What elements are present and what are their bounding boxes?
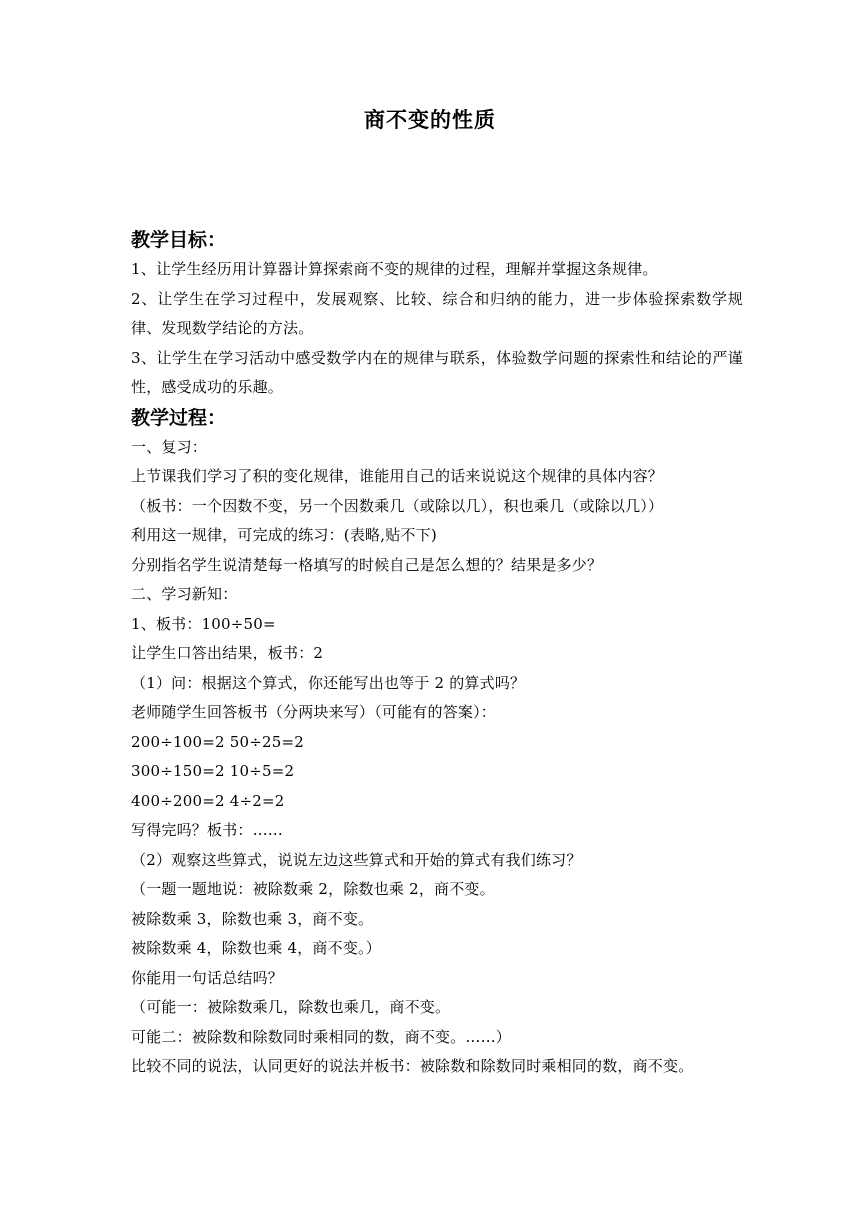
process-line: 你能用一句话总结吗？ [131,968,284,987]
equation-line: 400÷200=2 4÷2=2 [131,791,285,810]
document-body [131,225,743,1082]
objective-item: 2、让学生在学习过程中，发展观察、比较、综合和归纳的能力，进一步体验探索数学规律、发现数学结论的方法。 [131,289,743,337]
process-line: 可能二：被除数和除数同时乘相同的数，商不变。……） [131,1027,512,1046]
process-line: 分别指名学生说清楚每一格填写的时候自己是怎么想的？结果是多少？ [131,555,603,574]
document-title: 商不变的性质 [364,108,496,132]
process-heading: 教学过程： [131,406,227,429]
process-line: 被除数乘 3，除数也乘 3，商不变。 [131,909,374,928]
process-line: 被除数乘 4，除数也乘 4，商不变。） [131,939,381,957]
process-line: 1、板书：100÷50= [131,614,276,633]
process-line: （一题一题地说：被除数乘 2，除数也乘 2，商不变。 [131,880,495,898]
process-line: 比较不同的说法，认同更好的说法并板书：被除数和除数同时乘相同的数，商不变。 [131,1057,694,1075]
section-heading-new-knowledge: 二、学习新知： [131,585,238,603]
process-line: 写得完吗？板书：…… [131,821,284,839]
equation-line: 200÷100=2 50÷25=2 [131,732,304,751]
section-heading-review: 一、复习： [131,437,208,456]
objectives-heading: 教学目标： [131,229,227,251]
process-line: 利用这一规律，可完成的练习：(表略,贴不下) [131,526,437,544]
process-line: 老师随学生回答板书（分两块来写）（可能有的答案）： [131,703,497,721]
process-line: （1）问：根据这个算式，你还能写出也等于 2 的算式吗？ [131,673,526,692]
process-line: （可能一：被除数乘几，除数也乘几，商不变。 [131,998,451,1016]
equation-line: 300÷150=2 10÷5=2 [131,762,295,780]
process-line: （2）观察这些算式，说说左边这些算式和开始的算式有我们练习？ [131,850,582,869]
process-line: （板书：一个因数不变，另一个因数乘几（或除以几），积也乘几（或除以几）） [131,496,664,515]
process-line: 让学生口答出结果，板书：2 [131,644,324,662]
process-line: 上节课我们学习了积的变化规律，谁能用自己的话来说说这个规律的具体内容？ [131,467,664,485]
objective-item: 1、让学生经历用计算器计算探索商不变的规律的过程，理解并掌握这条规律。 [131,260,658,278]
objective-item: 3、让学生在学习活动中感受数学内在的规律与联系，体验数学问题的探索性和结论的严谨性，感受成功的乐趣。 [131,348,743,396]
